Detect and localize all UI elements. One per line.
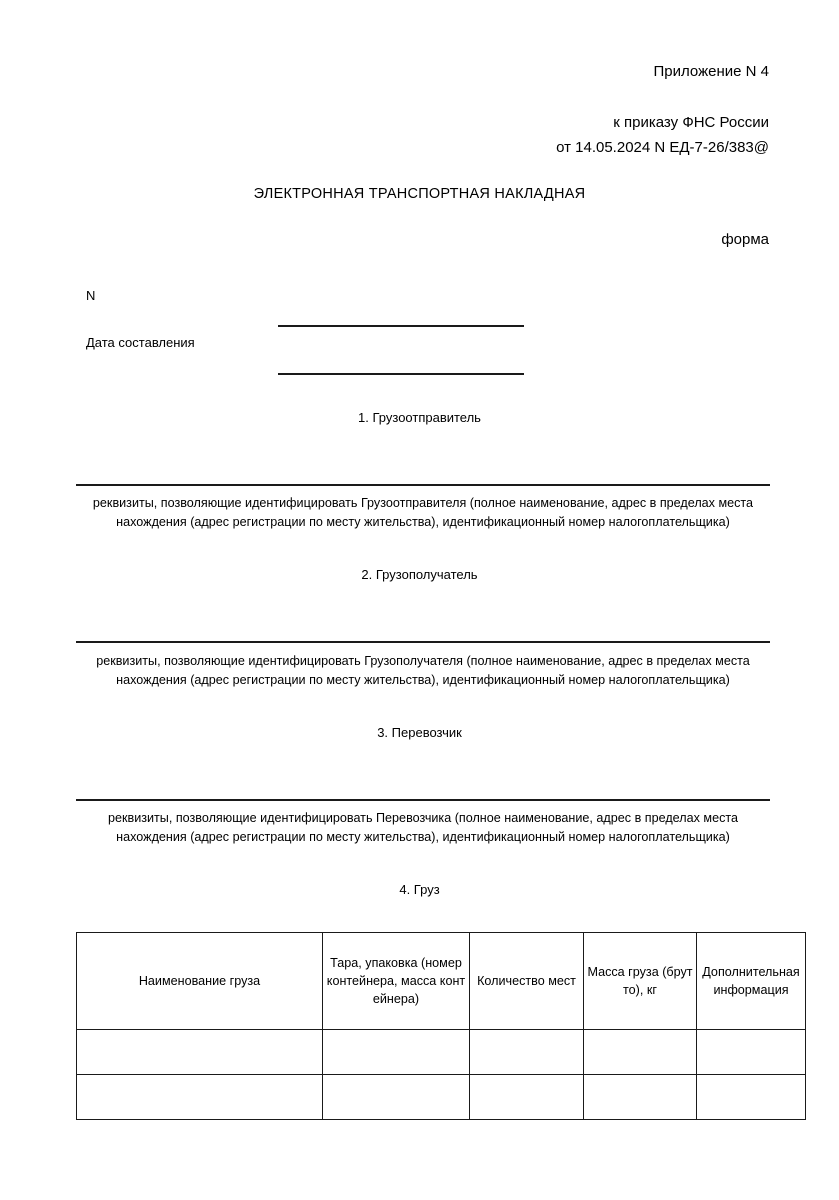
cargo-table-body: [77, 1030, 806, 1120]
cargo-cell-name[interactable]: [77, 1075, 323, 1120]
cargo-table-header-row: [77, 933, 806, 1030]
cargo-table-col-additional-info: Дополнительная информация: [697, 933, 806, 1030]
cargo-cell-gross-mass[interactable]: [584, 1075, 697, 1120]
carrier-input-rule[interactable]: [76, 799, 770, 801]
order-reference-line-1: к приказу ФНС России: [613, 114, 769, 131]
section-heading-cargo: 4. Груз: [399, 882, 440, 897]
cargo-table-header: [77, 933, 806, 1030]
order-reference: [556, 110, 769, 160]
consignee-input-rule[interactable]: [76, 641, 770, 643]
compilation-date-input-rule[interactable]: [278, 373, 524, 375]
compilation-date-label: Дата составления: [86, 335, 195, 350]
cargo-table: [76, 932, 806, 1120]
cargo-cell-additional-info[interactable]: [697, 1075, 806, 1120]
appendix-number: [654, 59, 770, 84]
order-reference-line-2: от 14.05.2024 N ЕД-7-26/383@: [556, 139, 769, 156]
cargo-cell-packaging[interactable]: [323, 1030, 470, 1075]
document-number-label: N: [86, 288, 96, 303]
form-word-label: форма: [721, 231, 769, 248]
document-number-input-rule[interactable]: [278, 325, 524, 327]
cargo-table-col-name: Наименование груза: [77, 933, 323, 1030]
section-heading-consignee: 2. Грузополучатель: [361, 567, 478, 582]
section-heading-shipper: 1. Грузоотправитель: [358, 410, 481, 425]
cargo-table-col-packaging: Тара, упаковка (номер контейнера, масса контейнера): [323, 933, 470, 1030]
appendix-number-text: Приложение N 4: [653, 63, 769, 80]
table-row: [77, 1030, 806, 1075]
cargo-cell-gross-mass[interactable]: [584, 1030, 697, 1075]
cargo-cell-quantity[interactable]: [470, 1030, 584, 1075]
cargo-table-col-quantity: Количество мест: [470, 933, 584, 1030]
consignee-caption: реквизиты, позволяющие идентифицировать Грузополучателя (полное наименование, адрес в пределах места нахождения (адрес регистрации по месту жительства), идентификационный номер налогоплательщика): [96, 654, 750, 687]
cargo-table-col-gross-mass: Масса груза (брутто), кг: [584, 933, 697, 1030]
section-heading-carrier: 3. Перевозчик: [377, 725, 462, 740]
carrier-caption: реквизиты, позволяющие идентифицировать Перевозчика (полное наименование, адрес в пределах места нахождения (адрес регистрации по месту жительства), идентификационный номер налогоплательщика): [107, 811, 738, 844]
table-row: [77, 1075, 806, 1120]
document-title: ЭЛЕКТРОННАЯ ТРАНСПОРТНАЯ НАКЛАДНАЯ: [253, 186, 586, 202]
cargo-cell-name[interactable]: [77, 1030, 323, 1075]
cargo-cell-packaging[interactable]: [323, 1075, 470, 1120]
cargo-cell-additional-info[interactable]: [697, 1030, 806, 1075]
shipper-caption: реквизиты, позволяющие идентифицировать Грузоотправителя (полное наименование, адрес в пределах места нахождения (адрес регистрации по месту жительства), идентификационный номер налогоплательщика): [92, 496, 754, 529]
cargo-cell-quantity[interactable]: [470, 1075, 584, 1120]
shipper-input-rule[interactable]: [76, 484, 770, 486]
